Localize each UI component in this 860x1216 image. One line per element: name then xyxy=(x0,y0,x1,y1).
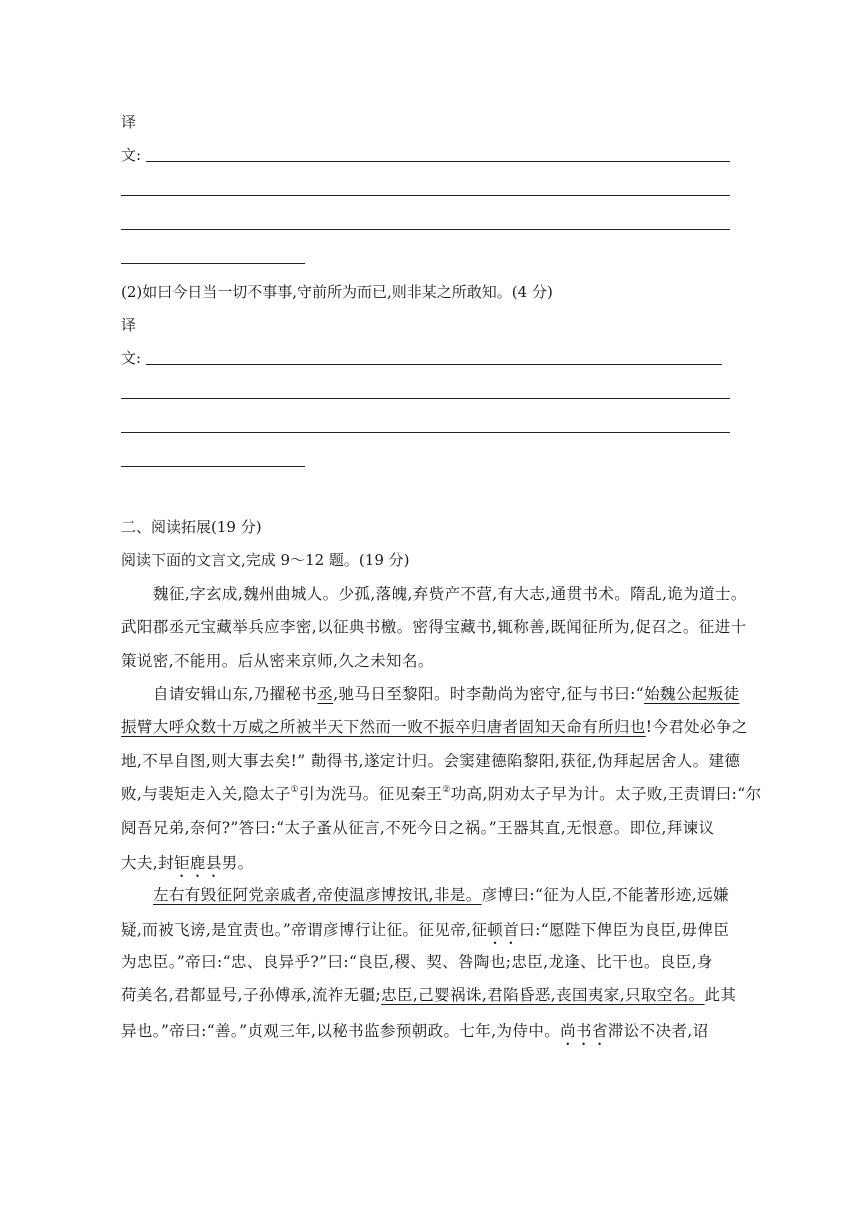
passage-line: 左右有毁征阿党亲戚者,帝使温彦博按讯,非是。彦博曰:“征为人臣,不能著形迹,远嫌 xyxy=(153,886,729,904)
question-2: (2)如曰今日当一切不事事,守前所为而已,则非某之所敢知。(4 分) xyxy=(121,283,553,301)
underlined-term: 丞 xyxy=(317,685,334,703)
translation-label-char-3: 译 xyxy=(121,316,137,334)
footnote-marker: ① xyxy=(290,785,300,795)
rare-char: 勣 xyxy=(481,685,498,703)
passage-line: 地,不早自图,则大事去矣!” 勣得书,遂定计归。会窦建德陷黎阳,获征,伪拜起居舍人。建德 xyxy=(121,752,741,770)
translation-label-char-4: 文: xyxy=(121,349,142,367)
passage-line: 阋吾兄弟,奈何?”答曰:“太子蚤从征言,不死今日之祸。”王器其直,无恨意。即位,拜谏议 xyxy=(121,819,715,837)
footnote-marker: ② xyxy=(442,785,451,795)
passage-line: 异也。”帝曰:“善。”贞观三年,以秘书监参预朝政。七年,为侍中。尚书省滞讼不决者,诏 xyxy=(121,1022,709,1040)
answer-line xyxy=(121,195,730,196)
dotted-term: 顿首 xyxy=(487,921,520,939)
answer-line xyxy=(146,364,722,365)
passage-line: 疑,而被飞谤,是宜责也。”帝谓彦博行让征。征见帝,征顿首曰:“愿陛下俾臣为良臣,毋俾臣 xyxy=(121,921,730,939)
answer-line xyxy=(121,229,730,230)
passage-line: 魏征,字玄成,魏州曲城人。少孤,落魄,弃赀产不营,有大志,通贯书术。隋乱,诡为道士。 xyxy=(153,585,747,603)
translation-label-char-1: 译 xyxy=(121,113,137,131)
section-instruction: 阅读下面的文言文,完成 9～12 题。(19 分) xyxy=(121,551,410,569)
section-heading: 二、阅读拓展(19 分) xyxy=(121,518,262,536)
answer-line xyxy=(121,263,305,264)
dotted-term: 尚书省 xyxy=(560,1022,608,1040)
passage-line: 武阳郡丞元宝藏举兵应李密,以征典书檄。密得宝藏书,辄称善,既闻征所为,促召之。征进十 xyxy=(121,618,747,636)
translation-label-char-2: 文: xyxy=(121,146,142,164)
answer-line xyxy=(121,432,730,433)
answer-line xyxy=(121,466,305,467)
passage-line: 振臂大呼众数十万威之所被半天下然而一败不振卒归唐者固知天命有所归也!今君处必争之 xyxy=(121,718,748,736)
passage-line: 策说密,不能用。后从密来京师,久之未知名。 xyxy=(121,652,434,670)
underlined-sentence: 振臂大呼众数十万威之所被半天下然而一败不振卒归唐者固知天命有所归也 xyxy=(121,718,646,736)
passage-line: 自请安辑山东,乃擢秘书丞,驰马日至黎阳。时李勣尚为密守,征与书曰:“始魏公起叛徒 xyxy=(153,685,740,703)
answer-line xyxy=(146,161,730,162)
passage-line: 为忠臣。”帝曰:“忠、良异乎?”曰:“良臣,稷、契、咎陶也;忠臣,龙逢、比干也。良臣,身 xyxy=(121,953,713,971)
passage-line: 荷美名,君都显号,子孙傅承,流祚无疆;忠臣,己婴祸诛,君陷昏恶,丧国夷家,只取空名。此其 xyxy=(121,986,737,1004)
dotted-term: 钜鹿县 xyxy=(174,854,222,872)
underlined-sentence: 忠臣,己婴祸诛,君陷昏恶,丧国夷家,只取空名。 xyxy=(381,986,705,1004)
underlined-sentence: 始魏公起叛徒 xyxy=(644,685,740,703)
rare-char: 勣 xyxy=(310,752,327,770)
answer-line xyxy=(121,398,730,399)
underlined-sentence: 左右有毁征阿党亲戚者,帝使温彦博按讯,非是。 xyxy=(153,886,482,904)
passage-line: 大夫,封钜鹿县男。 xyxy=(121,854,254,872)
passage-line: 败,与裴矩走入关,隐太子①引为洗马。征见秦王②功高,阴劝太子早为计。太子败,王责谓曰:“尔 xyxy=(121,785,762,803)
